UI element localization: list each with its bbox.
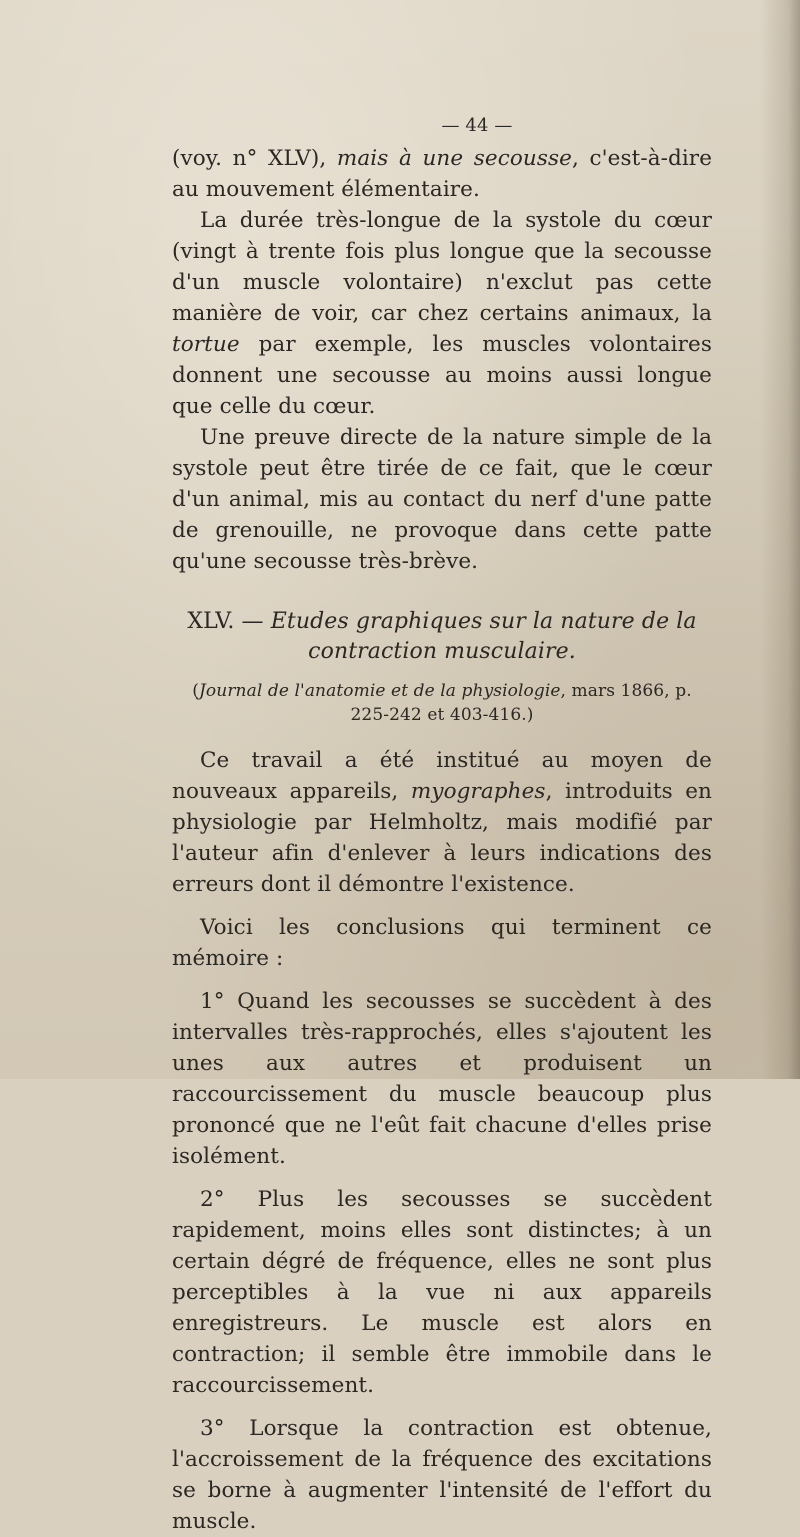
- conclusion-3: 3° Lorsque la contraction est obtenue, l'accroissement de la fréquence des excitations se borne à augmenter l'intensité de l'effort du muscle.: [172, 1416, 712, 1534]
- paragraph-2-text-a: La durée très-longue de la systole du cœur (vingt à trente fois plus longue que la secousse d'un muscle volontaire) n'exclut pas cette manière de voir, car chez certains animaux, la: [172, 208, 712, 326]
- paragraph-2-text-b: par exemple, les muscles volontaires donnent une secousse au moins aussi longue que celle du cœur.: [172, 332, 712, 419]
- conclusion-1: 1° Quand les secousses se succèdent à des intervalles très-rapprochés, elles s'ajoutent les unes aux autres et produisent un raccourcissement du muscle beaucoup plus prononcé que ne l'eût fait chacune d'elles prise isolément.: [172, 989, 712, 1169]
- paragraph-4-text-b: , introduits en physiologie par Helmholtz, mais modifié par l'auteur afin d'enlever à leurs indications des erreurs dont il démontre l'existence.: [172, 779, 712, 897]
- page-edge-shadow: [760, 0, 800, 1079]
- paragraph-1-text-a: (voy. n° XLV),: [172, 146, 337, 171]
- page-text-block: [172, 110, 712, 1537]
- paragraph-4-italic: myographes: [410, 779, 546, 804]
- page-number: — 44 —: [441, 115, 513, 136]
- paragraph-5: Voici les conclusions qui terminent ce mémoire :: [172, 915, 712, 971]
- paragraph-2: [172, 205, 712, 422]
- paragraph-4: [172, 745, 712, 900]
- paragraph-3: Une preuve directe de la nature simple de la systole peut être tirée de ce fait, que le cœur d'un animal, mis au contact du nerf d'une patte de grenouille, ne provoque dans cette patte qu'une secousse très-brève.: [172, 425, 712, 574]
- paragraph-2-italic: tortue: [172, 332, 240, 357]
- section-heading: [172, 607, 712, 667]
- conclusion-2: 2° Plus les secousses se succèdent rapidement, moins elles sont distinctes; à un certain dégré de fréquence, elles ne sont plus perceptibles à la vue ni aux appareils enregistreurs. Le muscle est alors en contraction; il semble être immobile dans le raccourcissement.: [172, 1187, 712, 1398]
- source-open: (: [192, 681, 200, 701]
- source-journal: Journal de l'anatomie et de la physiologie: [199, 681, 561, 701]
- source-details: , mars 1866, p. 225-242 et 403-416.): [350, 681, 692, 725]
- paragraph-1-text-b: , c'est-à-dire au mouvement élémentaire.: [172, 146, 713, 202]
- paragraph-4-text-a: Ce travail a été institué au moyen de nouveaux appareils,: [172, 748, 712, 804]
- paragraph-1: [172, 143, 712, 205]
- source-citation: [172, 679, 712, 727]
- section-title: Etudes graphiques sur la nature de la contraction musculaire.: [270, 609, 697, 664]
- paragraph-1-italic: mais à une secousse: [336, 146, 572, 171]
- section-number: XLV. —: [187, 609, 271, 634]
